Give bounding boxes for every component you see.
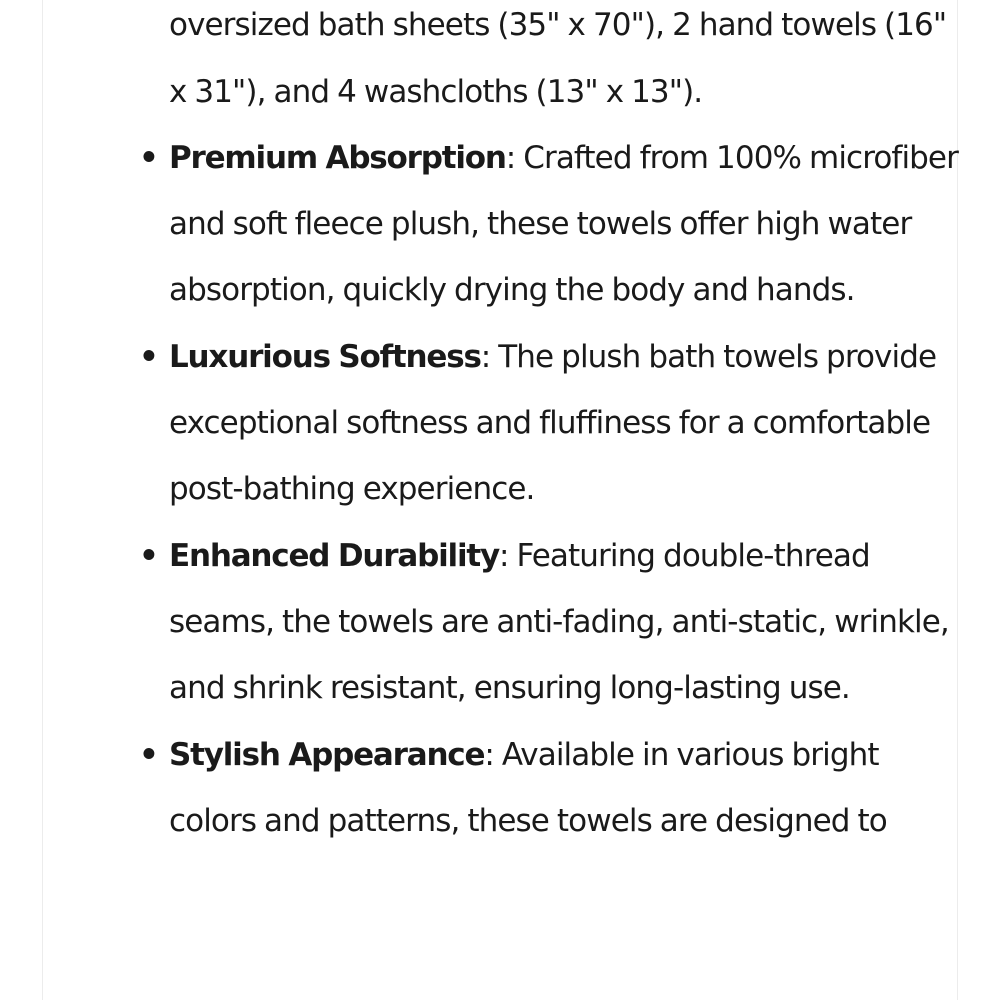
feature-title: Enhanced Durability	[169, 537, 499, 574]
feature-title: Luxurious Softness	[169, 338, 481, 375]
feature-description: The plush bath towels provide exceptional softness and fluffiness for a comfortable post-bathing experience.	[169, 338, 937, 508]
bullet: •	[139, 139, 158, 176]
bullet: •	[139, 338, 158, 375]
feature-description: Crafted from 100% microfiber and soft fleece plush, these towels offer high water absorption, quickly drying the body and hands.	[169, 139, 958, 309]
feature-title: Stylish Appearance	[169, 736, 485, 773]
bullet: •	[139, 736, 158, 773]
bullet: •	[139, 537, 158, 574]
product-description-card	[42, 0, 958, 1000]
feature-separator: :	[505, 139, 524, 176]
feature-item-complete-set	[43, 0, 969, 125]
feature-item-luxurious-softness	[43, 324, 969, 523]
feature-separator: :	[499, 537, 517, 574]
feature-item-stylish-appearance	[43, 722, 969, 855]
feature-description: Featuring double-thread seams, the towels are anti-fading, anti-static, wrinkle, and shrink resistant, ensuring long-lasting use.	[169, 537, 949, 707]
feature-item-enhanced-durability	[43, 523, 969, 722]
feature-description: Available in various bright colors and patterns, these towels are designed to	[169, 736, 887, 839]
feature-item-premium-absorption	[43, 125, 969, 324]
feature-description: oversized bath sheets (35" x 70"), 2 hand towels (16" x 31"), and 4 washcloths (13" x 13").	[169, 7, 947, 110]
feature-list	[43, 0, 969, 854]
feature-title: Premium Absorption	[169, 139, 506, 176]
feature-separator: :	[484, 736, 502, 773]
feature-separator: :	[480, 338, 499, 375]
